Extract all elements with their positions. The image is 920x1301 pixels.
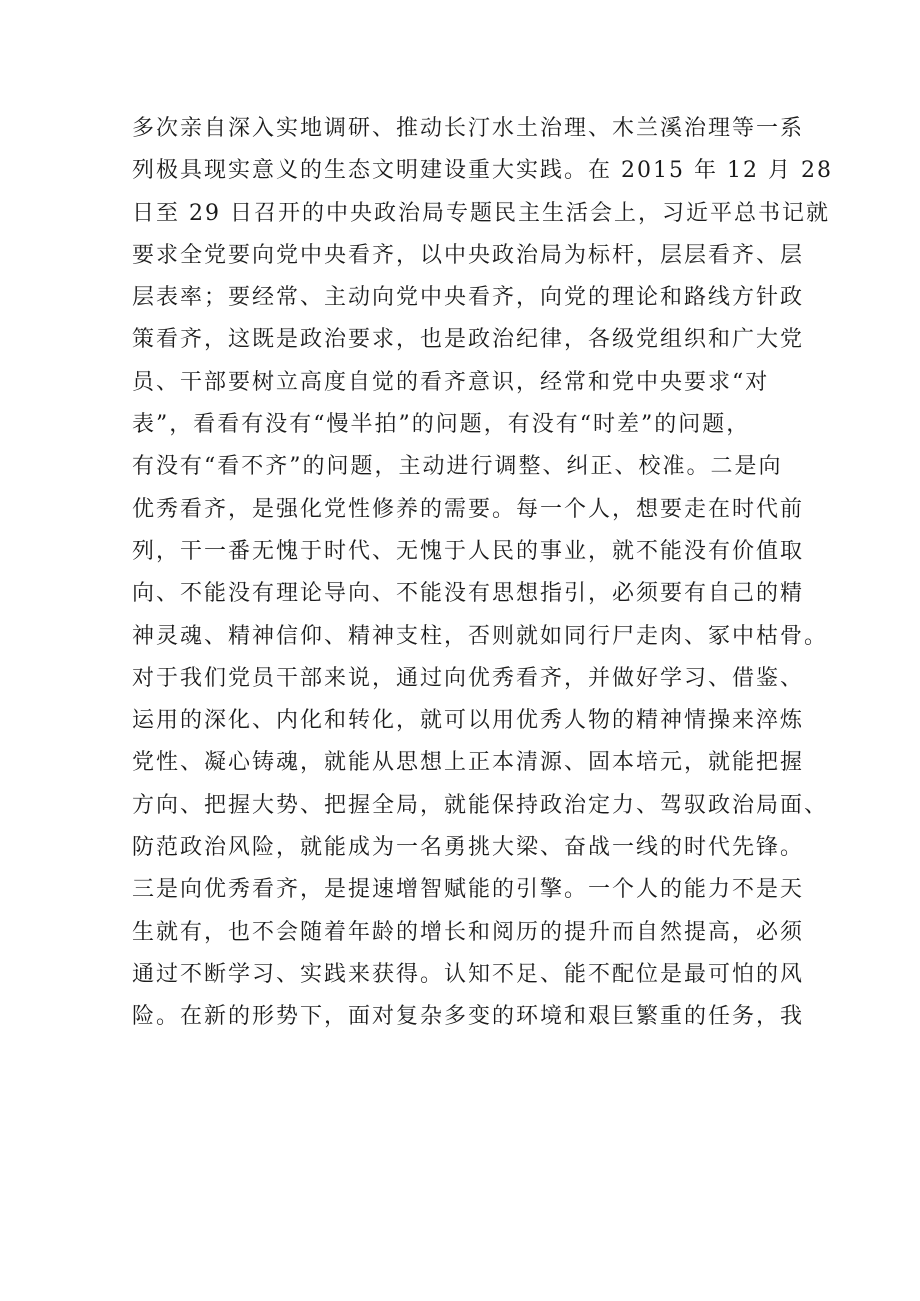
- text-line: 对于我们党员干部来说，通过向优秀看齐，并做好学习、借鉴、: [132, 665, 805, 691]
- text-line: 表”，看看有没有“慢半拍”的问题，有没有“时差”的问题，: [132, 412, 751, 438]
- text-line: 优秀看齐，是强化党性修养的需要。每一个人，想要走在时代前: [132, 496, 805, 522]
- text-line: 方向、把握大势、把握全局，就能保持政治定力、驾驭政治局面、: [132, 792, 829, 818]
- text-line: 党性、凝心铸魂，就能从思想上正本清源、固本培元，就能把握: [132, 750, 805, 776]
- text-line: 向、不能没有理论导向、不能没有思想指引，必须要有自己的精: [132, 581, 805, 607]
- text-line: 防范政治风险，就能成为一名勇挑大梁、奋战一线的时代先锋。: [132, 835, 805, 861]
- text-line: 通过不断学习、实践来获得。认知不足、能不配位是最可怕的风: [132, 961, 805, 987]
- text-line: 险。在新的形势下，面对复杂多变的环境和艰巨繁重的任务，我: [132, 1004, 805, 1030]
- text-line: 神灵魂、精神信仰、精神支柱，否则就如同行尸走肉、冢中枯骨。: [132, 623, 829, 649]
- text-line: 多次亲自深入实地调研、推动长汀水土治理、木兰溪治理等一系: [132, 116, 805, 141]
- text-line: 运用的深化、内化和转化，就可以用优秀人物的精神情操来淬炼: [132, 708, 805, 734]
- text-line: 列极具现实意义的生态文明建设重大实践。在 2015 年 12 月 28: [132, 158, 833, 184]
- text-line: 策看齐，这既是政治要求，也是政治纪律，各级党组织和广大党: [132, 327, 805, 353]
- text-line: 生就有，也不会随着年龄的增长和阅历的提升而自然提高，必须: [132, 919, 805, 945]
- text-line: 要求全党要向党中央看齐，以中央政治局为标杆，层层看齐、层: [132, 242, 805, 268]
- body-text: [132, 108, 833, 1039]
- text-line: 三是向优秀看齐，是提速增智赋能的引擎。一个人的能力不是天: [132, 877, 805, 903]
- text-line: 有没有“看不齐”的问题，主动进行调整、纠正、校准。二是向: [132, 454, 783, 480]
- text-line: 员、干部要树立高度自觉的看齐意识，经常和党中央要求“对: [132, 369, 770, 395]
- text-line: 层表率；要经常、主动向党中央看齐，向党的理论和路线方针政: [132, 285, 805, 311]
- text-line: 日至 29 日召开的中央政治局专题民主生活会上，习近平总书记就: [132, 200, 830, 226]
- text-line: 列，干一番无愧于时代、无愧于人民的事业，就不能没有价值取: [132, 538, 805, 564]
